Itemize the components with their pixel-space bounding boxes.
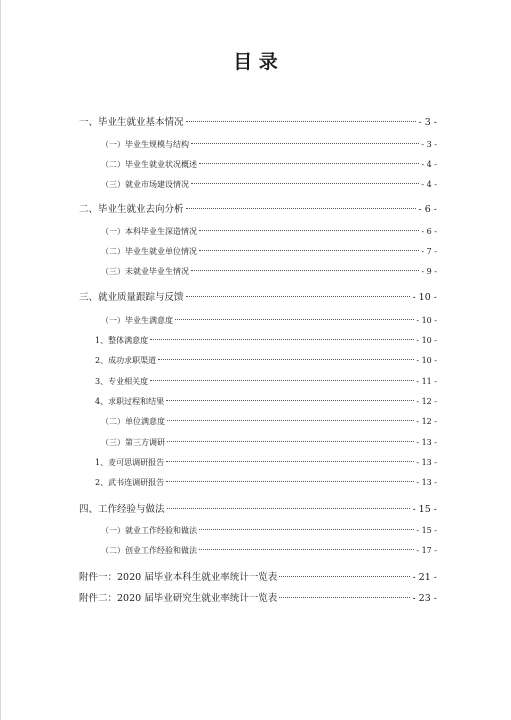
toc-entry-2-2[interactable] <box>101 246 437 257</box>
dot-leader <box>150 339 414 340</box>
dot-leader <box>279 576 410 577</box>
toc-entry-label: 4、求职过程和结果 <box>95 397 165 406</box>
toc-entry-3-3-2[interactable] <box>95 477 437 488</box>
toc-entry-label: 附件一：2020 届毕业本科生就业率统计一览表 <box>79 572 278 583</box>
toc-entry-4-2[interactable] <box>101 545 437 556</box>
dot-leader <box>175 319 414 320</box>
toc-entry-label: 三、就业质量跟踪与反馈 <box>79 292 184 303</box>
toc-entry-3-1-2[interactable] <box>95 355 437 366</box>
toc-entry-page: - 12 - <box>416 417 437 426</box>
dot-leader <box>199 230 419 231</box>
dot-leader <box>186 296 411 297</box>
toc-entry-3-3-1[interactable] <box>95 457 437 468</box>
dot-leader <box>191 270 419 271</box>
toc-entry-label: 二、毕业生就业去向分析 <box>79 204 184 215</box>
page-title: 目 录 <box>233 51 278 73</box>
toc-entry-page: - 7 - <box>421 247 437 256</box>
toc-entry-label: 1、麦可思调研报告 <box>95 458 165 467</box>
dot-leader <box>158 359 414 360</box>
toc-entry-label: （一）毕业生满意度 <box>101 316 173 325</box>
toc-entry-label: （二）毕业生就业状况概述 <box>101 160 197 169</box>
dot-leader <box>199 529 414 530</box>
dot-leader <box>191 183 419 184</box>
toc-entry-section-3[interactable] <box>79 289 437 303</box>
toc-entry-page: - 23 - <box>412 593 437 604</box>
dot-leader <box>166 481 414 482</box>
toc-entry-2-3[interactable] <box>101 266 437 277</box>
toc-entry-label: 四、工作经验与做法 <box>79 504 165 515</box>
toc-entry-page: - 13 - <box>416 438 437 447</box>
toc-entry-page: - 10 - <box>412 292 437 303</box>
toc-entry-label: （三）第三方调研 <box>101 438 165 447</box>
toc-entry-label: （二）毕业生就业单位情况 <box>101 247 197 256</box>
dot-leader <box>167 420 414 421</box>
toc-entry-label: （二）创业工作经验和做法 <box>101 546 197 555</box>
toc-entry-page: - 9 - <box>421 267 437 276</box>
toc-entry-page: - 12 - <box>416 397 437 406</box>
dot-leader <box>191 143 419 144</box>
toc-entry-label: （二）单位满意度 <box>101 417 165 426</box>
dot-leader <box>186 121 417 122</box>
toc-entry-appendix-1[interactable] <box>79 569 437 583</box>
toc-entry-1-3[interactable] <box>101 179 437 190</box>
dot-leader <box>167 441 414 442</box>
toc-entry-page: - 15 - <box>412 504 437 515</box>
toc-entry-label: 3、专业相关度 <box>95 377 149 386</box>
toc-entry-label: （一）毕业生规模与结构 <box>101 140 189 149</box>
toc-entry-3-3[interactable] <box>101 437 437 448</box>
toc-entry-page: - 10 - <box>416 336 437 345</box>
toc-entry-3-1[interactable] <box>101 315 437 326</box>
toc-entry-2-1[interactable] <box>101 226 437 237</box>
dot-leader <box>199 250 419 251</box>
toc-entry-3-1-4[interactable] <box>95 396 437 407</box>
dot-leader <box>199 549 414 550</box>
dot-leader <box>167 508 411 509</box>
toc-entry-3-2[interactable] <box>101 416 437 427</box>
toc-entry-page: - 13 - <box>416 458 437 467</box>
dot-leader <box>166 400 414 401</box>
toc-entry-page: - 3 - <box>418 117 437 128</box>
toc-entry-1-2[interactable] <box>101 159 437 170</box>
toc-entry-page: - 4 - <box>421 180 437 189</box>
toc-entry-label: 2、武书连调研报告 <box>95 478 165 487</box>
toc-entry-page: - 10 - <box>416 316 437 325</box>
dot-leader <box>166 461 414 462</box>
toc-entry-page: - 17 - <box>416 546 437 555</box>
dot-leader <box>199 163 419 164</box>
toc-entry-page: - 3 - <box>421 140 437 149</box>
toc-entry-page: - 21 - <box>412 572 437 583</box>
dot-leader <box>279 597 410 598</box>
toc-entry-page: - 13 - <box>416 478 437 487</box>
toc-entry-label: （三）就业市场建设情况 <box>101 180 189 189</box>
toc-entry-label: （三）未就业毕业生情况 <box>101 267 189 276</box>
toc-entry-section-1[interactable] <box>79 114 437 128</box>
toc-entry-label: （一）本科毕业生深造情况 <box>101 227 197 236</box>
toc-entry-section-2[interactable] <box>79 201 437 215</box>
toc-entry-label: 1、整体满意度 <box>95 336 149 345</box>
toc-entry-label: 一、毕业生就业基本情况 <box>79 117 184 128</box>
toc-entry-page: - 15 - <box>416 526 437 535</box>
toc-entry-4-1[interactable] <box>101 525 437 536</box>
toc-entry-page: - 6 - <box>418 204 437 215</box>
toc-entry-section-4[interactable] <box>79 501 437 515</box>
toc-entry-label: 附件二：2020 届毕业研究生就业率统计一览表 <box>79 593 278 604</box>
toc-entry-3-1-3[interactable] <box>95 376 437 387</box>
toc-entry-label: 2、成功求职渠道 <box>95 356 157 365</box>
toc-entry-page: - 4 - <box>421 160 437 169</box>
toc-entry-page: - 10 - <box>416 356 437 365</box>
toc-entry-label: （一）就业工作经验和做法 <box>101 526 197 535</box>
dot-leader <box>150 380 414 381</box>
toc-entry-page: - 6 - <box>421 227 437 236</box>
toc-entry-3-1-1[interactable] <box>95 335 437 346</box>
dot-leader <box>186 208 417 209</box>
toc-entry-appendix-2[interactable] <box>79 590 437 604</box>
toc-entry-page: - 11 - <box>416 377 437 386</box>
toc-entry-1-1[interactable] <box>101 139 437 150</box>
